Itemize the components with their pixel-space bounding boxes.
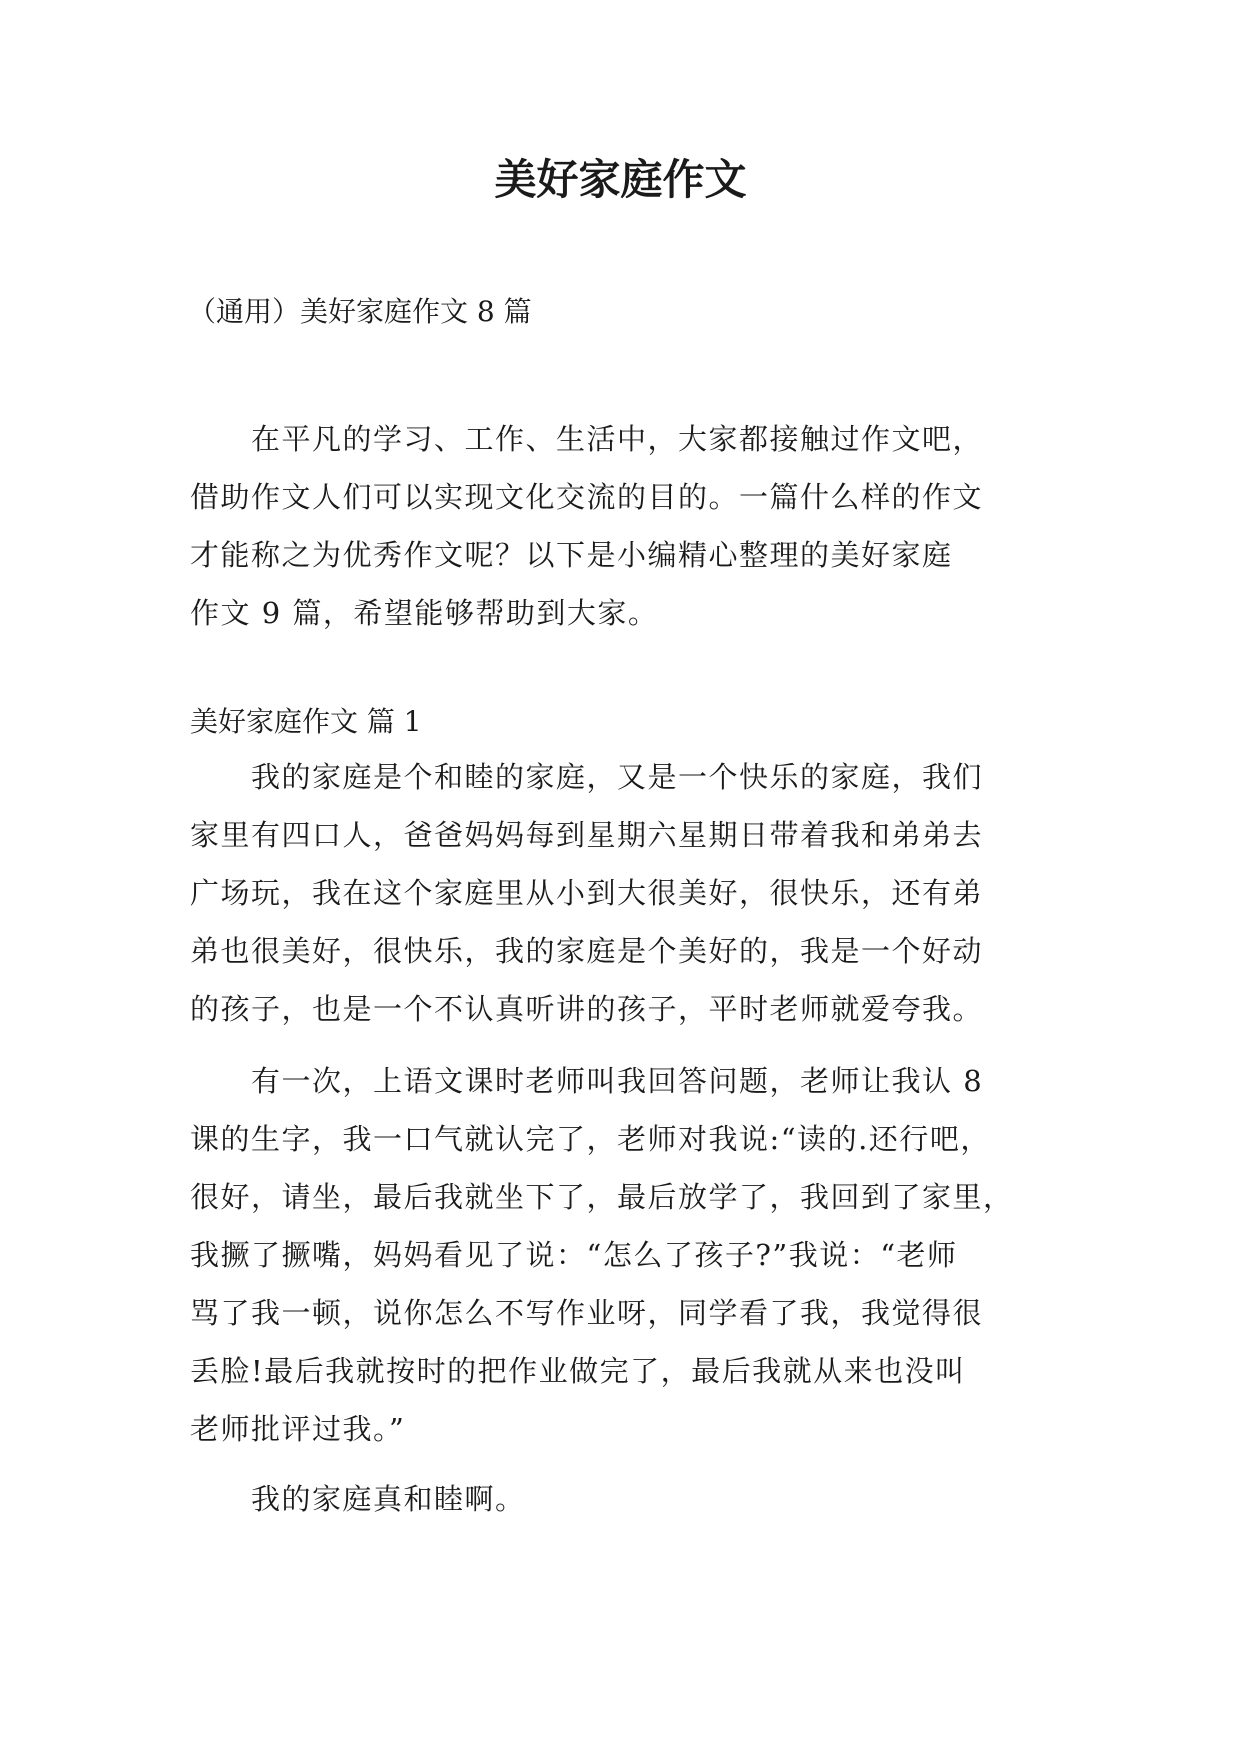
section-heading: 美好家庭作文 篇 1 <box>190 705 422 738</box>
body-paragraph-2: 有一次，上语文课时老师叫我回答问题，老师让我认 8 课的生字，我一口气就认完了，老师对我说:“读的.还行吧， 很好，请坐，最后我就坐下了，最后放学了，我回到了家里， 我撅了撅嘴，妈妈看见了说：“怎么了孩子?”我说：“老师 骂了我一顿，说你怎么不写作业呀，同学看了我，我觉得很 丢脸!最后我就按时的把作业做完了，最后我就从来也没叫 老师批评过我。” <box>190 1064 1014 1446</box>
intro-paragraph: 在平凡的学习、工作、生活中，大家都接触过作文吧， 借助作文人们可以实现文化交流的目的。一篇什么样的作文 才能称之为优秀作文呢？以下是小编精心整理的美好家庭 作文 9 篇，希望能够帮助到大家。 <box>190 422 984 630</box>
document-subtitle: （通用）美好家庭作文 8 篇 <box>188 295 532 328</box>
body-paragraph-1: 我的家庭是个和睦的家庭，又是一个快乐的家庭，我们 家里有四口人，爸爸妈妈每到星期六星期日带着我和弟弟去 广场玩，我在这个家庭里从小到大很美好，很快乐，还有弟 弟也很美好，很快乐，我的家庭是个美好的，我是一个好动 的孩子，也是一个不认真听讲的孩子，平时老师就爱夸我。 <box>190 760 984 1026</box>
document-title: 美好家庭作文 <box>494 155 747 204</box>
body-paragraph-3: 我的家庭真和睦啊。 <box>190 1482 526 1516</box>
